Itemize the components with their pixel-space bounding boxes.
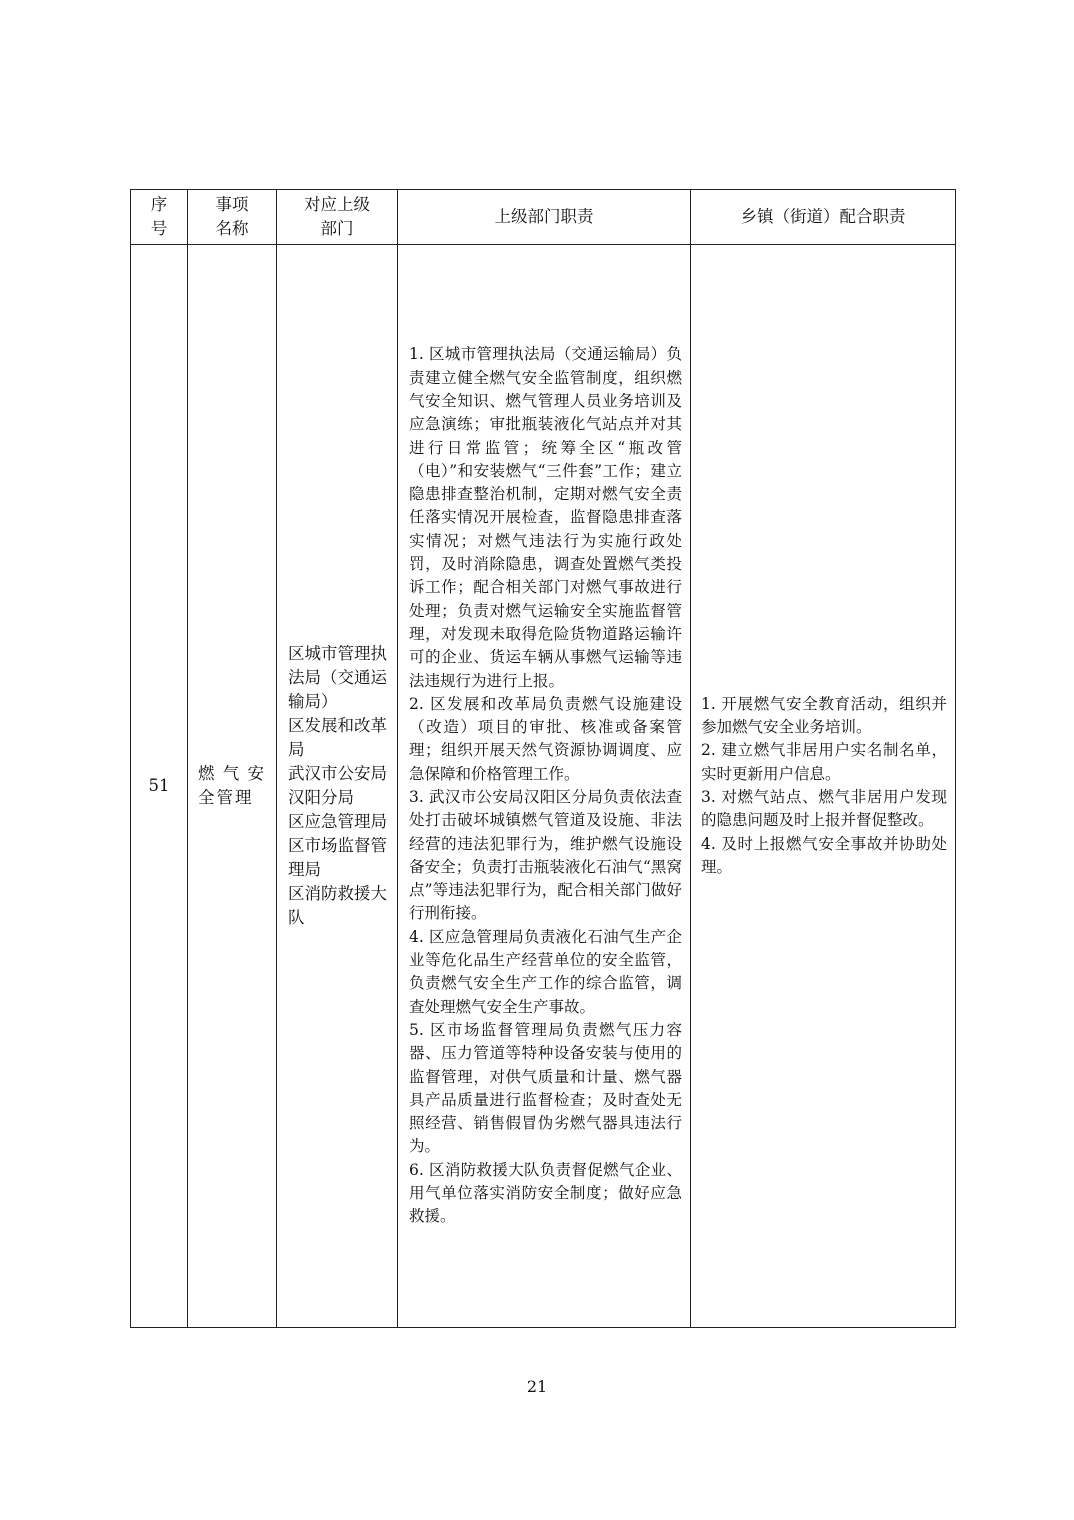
row-number: 51 <box>131 245 188 1328</box>
coop-item: 3. 对燃气站点、燃气非居用户发现的隐患问题及时上报并督促整改。 <box>701 788 947 830</box>
header-duty: 上级部门职责 <box>398 190 691 245</box>
header-coop: 乡镇（街道）配合职责 <box>691 190 956 245</box>
page-number: 21 <box>526 1377 548 1396</box>
dept-item: 区消防救援大队 <box>288 884 387 927</box>
header-dept: 对应上级部门 <box>277 190 398 245</box>
header-num: 序号 <box>131 190 188 245</box>
header-name: 事项名称 <box>188 190 277 245</box>
item-name: 燃气安全管理 <box>188 245 277 1328</box>
header-row <box>131 190 956 245</box>
dept-item: 武汉市公安局汉阳分局 <box>288 764 387 807</box>
duty-item: 6. 区消防救援大队负责督促燃气企业、用气单位落实消防安全制度；做好应急救援。 <box>409 1160 682 1226</box>
dept-item: 区市场监督管理局 <box>288 836 387 879</box>
duty-item: 5. 区市场监督管理局负责燃气压力容器、压力管道等特种设备安装与使用的监督管理，对供气质量和计量、燃气器具产品质量进行监督检查；及时查处无照经营、销售假冒伪劣燃气器具违法行为。 <box>409 1020 682 1156</box>
duty-item: 1. 区城市管理执法局（交通运输局）负责建立健全燃气安全监管制度，组织燃气安全知识、燃气管理人员业务培训及应急演练；审批瓶装液化气站点并对其进行日常监管；统筹全区“瓶改管（电）”和安装燃气“三件套”工作；建立隐患排查整治机制，定期对燃气安全责任落实情况开展检查，监督隐患排查落实情况；对燃气违法行为实施行政处罚，及时消除隐患，调查处置燃气类投诉工作；配合相关部门对燃气事故进行处理；负责对燃气运输安全实施监督管理，对发现未取得危险货物道路运输许可的企业、货运车辆从事燃气运输等违法违规行为进行上报。 <box>409 345 682 690</box>
dept-item: 区发展和改革局 <box>288 716 387 759</box>
duty-item: 4. 区应急管理局负责液化石油气生产企业等危化品生产经营单位的安全监管，负责燃气安全生产工作的综合监管，调查处理燃气安全生产事故。 <box>409 927 682 1016</box>
duty-item: 3. 武汉市公安局汉阳区分局负责依法查处打击破坏城镇燃气管道及设施、非法经营的违法犯罪行为，维护燃气设施设备安全；负责打击瓶装液化石油气“黑窝点”等违法犯罪行为，配合相关部门做好行刑衔接。 <box>409 788 682 923</box>
dept-item: 区城市管理执法局（交通运输局） <box>288 644 387 711</box>
duty-table <box>130 189 956 1328</box>
dept-list <box>277 245 398 1328</box>
dept-item: 区应急管理局 <box>288 812 387 831</box>
coop-item: 1. 开展燃气安全教育活动，组织并参加燃气安全业务培训。 <box>701 694 947 737</box>
duty-item: 2. 区发展和改革局负责燃气设施建设（改造）项目的审批、核准或备案管理；组织开展天然气资源协调调度、应急保障和价格管理工作。 <box>409 694 682 783</box>
table-row <box>131 245 956 1328</box>
coop-list <box>691 245 956 1328</box>
coop-item: 4. 及时上报燃气安全事故并协助处理。 <box>701 834 947 876</box>
duty-list <box>398 245 691 1328</box>
coop-item: 2. 建立燃气非居用户实名制名单，实时更新用户信息。 <box>701 741 947 783</box>
